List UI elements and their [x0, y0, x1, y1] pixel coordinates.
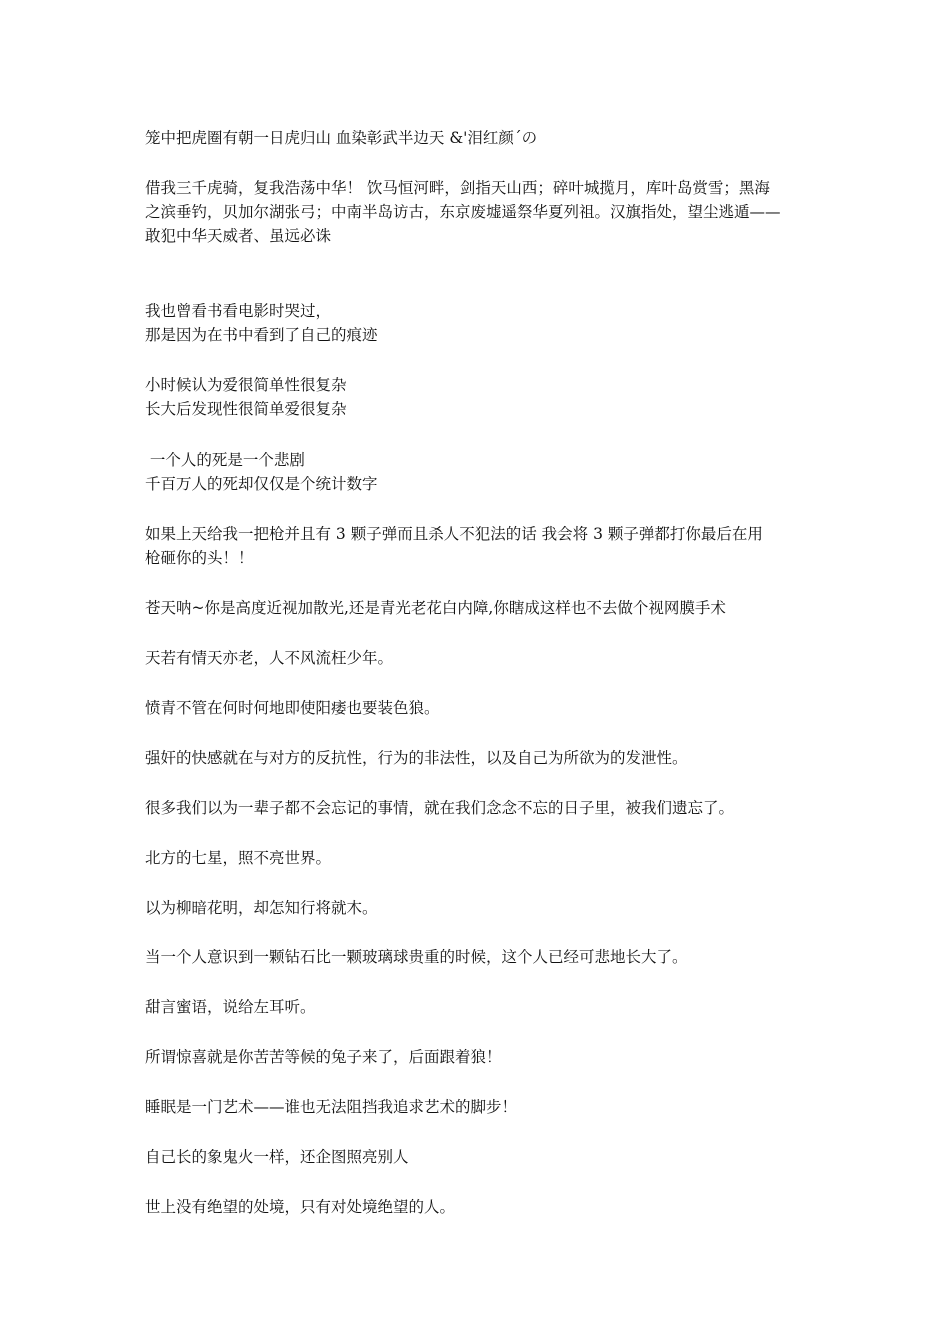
text-line: 睡眠是一门艺术——谁也无法阻挡我追求艺术的脚步！	[145, 1098, 518, 1116]
text-line: 天若有情天亦老，人不风流枉少年。	[145, 649, 394, 667]
paragraph-6	[145, 522, 810, 570]
paragraph-14	[145, 945, 810, 969]
text-line: 千百万人的死却仅仅是个统计数字	[145, 475, 378, 493]
paragraph-12	[145, 846, 810, 870]
text-line: 当一个人意识到一颗钻石比一颗玻璃球贵重的时候，这个人已经可悲地长大了。	[145, 948, 688, 966]
paragraph-13	[145, 896, 810, 920]
paragraph-15	[145, 995, 810, 1019]
text-line: 苍天呐~你是高度近视加散光,还是青光老花白内障,你瞎成这样也不去做个视网膜手术	[145, 599, 726, 617]
paragraph-16	[145, 1045, 810, 1069]
text-line: 我也曾看书看电影时哭过，	[145, 302, 332, 320]
paragraph-5	[145, 448, 810, 496]
text-line: 借我三千虎骑，复我浩荡中华！ 饮马恒河畔，剑指天山西；碎叶城揽月，库叶岛赏雪；黑海	[145, 179, 770, 197]
text-line: 敢犯中华天威者、虽远必诛	[145, 227, 332, 245]
text-line: 笼中把虎圈有朝一日虎归山 血染彰武半边天 &'泪红颜ˊの	[145, 129, 538, 147]
text-line: 以为柳暗花明，却怎知行将就木。	[145, 899, 378, 917]
text-line: 一个人的死是一个悲剧	[145, 451, 305, 469]
text-line: 世上没有绝望的处境，只有对处境绝望的人。	[145, 1198, 456, 1216]
text-line: 很多我们以为一辈子都不会忘记的事情，就在我们念念不忘的日子里，被我们遗忘了。	[145, 799, 735, 817]
paragraph-4	[145, 373, 810, 421]
paragraph-2	[145, 176, 810, 248]
paragraph-1	[145, 126, 810, 150]
paragraph-3	[145, 299, 810, 347]
text-line: 甜言蜜语，说给左耳听。	[145, 998, 316, 1016]
text-line: 小时候认为爱很简单性很复杂	[145, 376, 347, 394]
paragraph-10	[145, 746, 810, 770]
text-line: 愤青不管在何时何地即使阳痿也要装色狼。	[145, 699, 440, 717]
text-line: 如果上天给我一把枪并且有 3 颗子弹而且杀人不犯法的话 我会将 3 颗子弹都打你最后在用	[145, 525, 763, 543]
text-line: 枪砸你的头！！	[145, 549, 254, 567]
paragraph-9	[145, 696, 810, 720]
text-line: 强奸的快感就在与对方的反抗性，行为的非法性，以及自己为所欲为的发泄性。	[145, 749, 688, 767]
paragraph-11	[145, 796, 810, 820]
paragraph-18	[145, 1145, 810, 1169]
paragraph-17	[145, 1095, 810, 1119]
text-line: 之滨垂钓，贝加尔湖张弓；中南半岛访古，东京废墟遥祭华夏列祖。汉旗指处，望尘逃遁——	[145, 203, 781, 221]
text-line: 北方的七星，照不亮世界。	[145, 849, 332, 867]
text-line: 所谓惊喜就是你苦苦等候的兔子来了，后面跟着狼！	[145, 1048, 502, 1066]
paragraph-19	[145, 1195, 810, 1219]
paragraph-8	[145, 646, 810, 670]
text-line: 自己长的象鬼火一样，还企图照亮别人	[145, 1148, 409, 1166]
text-line: 那是因为在书中看到了自己的痕迹	[145, 326, 378, 344]
paragraph-7	[145, 596, 810, 620]
text-line: 长大后发现性很简单爱很复杂	[145, 400, 347, 418]
